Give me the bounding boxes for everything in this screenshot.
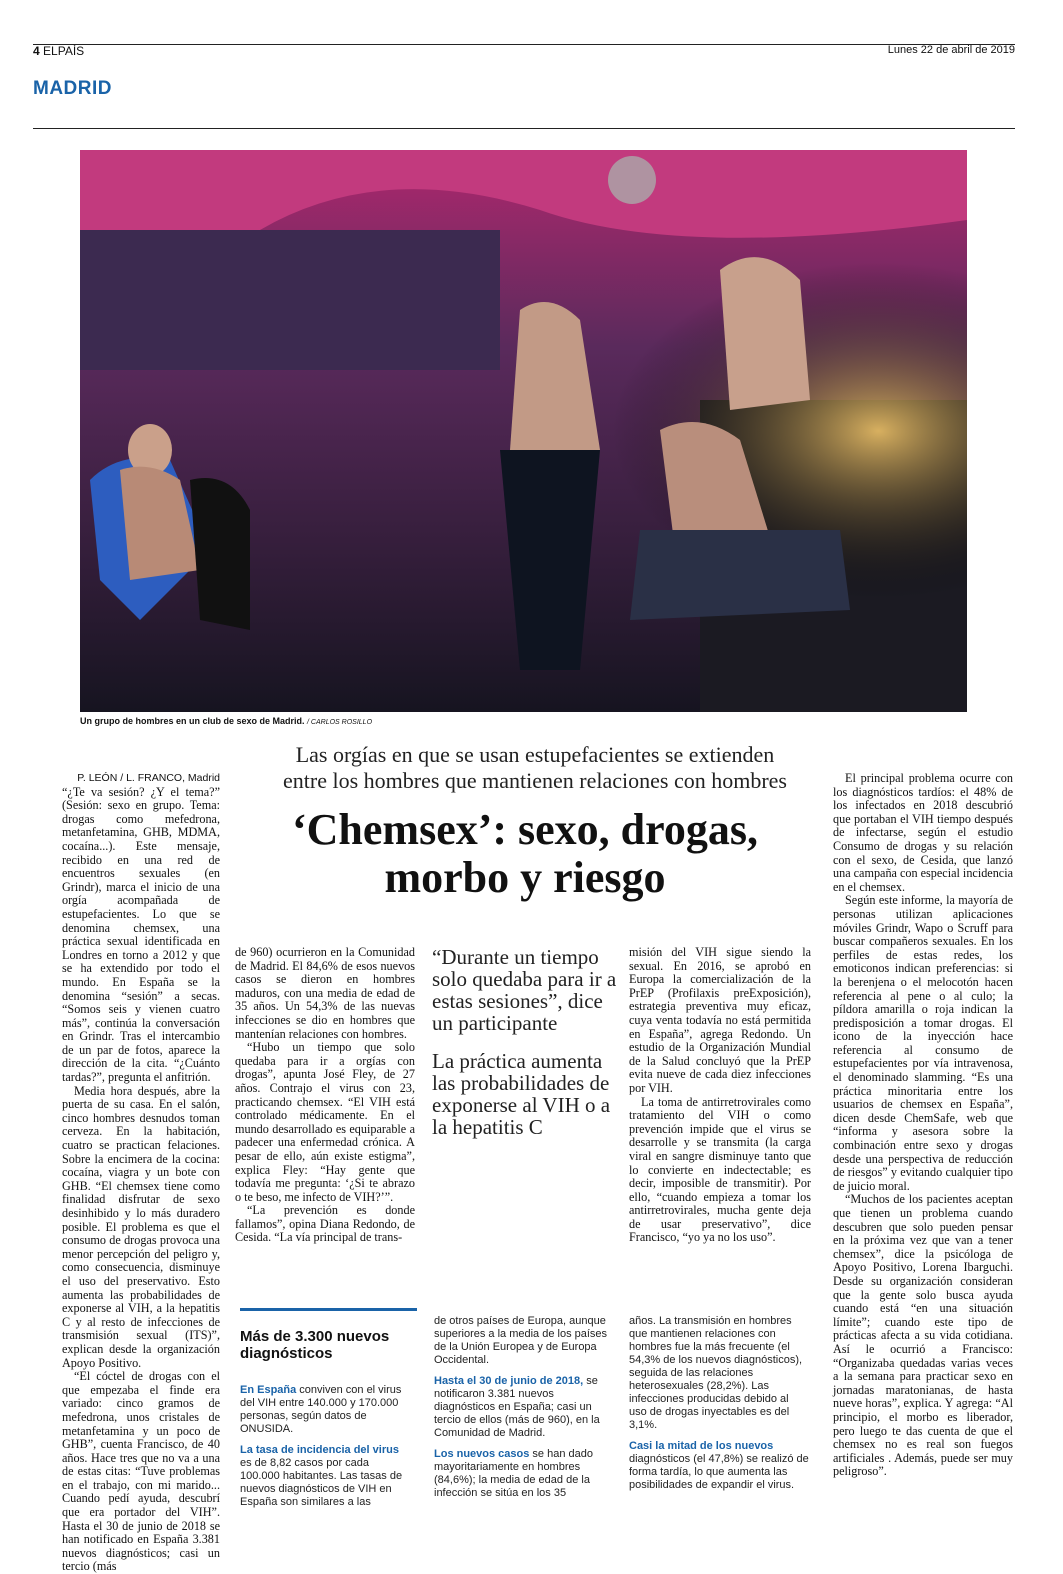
- byline: P. LEÓN / L. FRANCO, Madrid: [77, 772, 220, 784]
- deck-line: Las orgías en que se usan estupefacientes se extienden: [295, 742, 775, 767]
- factbox-column-2: [434, 1315, 609, 1508]
- article-column-2: [235, 946, 415, 1245]
- article-column-4: [629, 946, 811, 1245]
- page-number: 4 ELPAÍS: [33, 44, 85, 58]
- photo-caption: Un grupo de hombres en un club de sexo de Madrid. / CARLOS ROSILLO: [80, 716, 373, 726]
- paragraph: “Hubo un tiempo que solo quedaba para ir a orgías con drogas”, apunta José Fley, de 27 años. Contrajo el virus con 23, practicando chemsex. “El VIH está controlado médicamente. En el mundo desarrollado es equiparable a padecer una enfermedad crónica. A pesar de ello, aún existe estigma”, explica Fley: “Hay gente que todavía me pregunta: ‘¿Si te abrazo o te beso, me infecto de VIH?’”.: [235, 1040, 415, 1204]
- article-column-5: [833, 772, 1013, 1479]
- factbox-item: La tasa de incidencia del virus es de 8,82 casos por cada 100.000 habitantes. Las tasas de nuevos diagnósticos de VIH en España son similares a las: [240, 1444, 403, 1508]
- paragraph: “La prevención es donde fallamos”, opina Diana Redondo, de Cesida. “La vía principal de trans-: [235, 1203, 415, 1245]
- deck-line: entre los hombres que mantienen relaciones con hombres: [282, 768, 787, 793]
- article-column-1: [62, 772, 220, 1574]
- section-title: MADRID: [33, 78, 112, 99]
- photo-illustration: [80, 150, 967, 712]
- paragraph: El principal problema ocurre con los diagnósticos tardíos: el 48% de los infectados en 2018 descubrió que portaban el VIH tiempo después de infectarse, según el estudio Consumo de drogas y su relación con el sexo, de Cesida, que lanzó una campaña con especial incidencia en el chemsex.: [833, 771, 1014, 894]
- factbox-title: Más de 3.300 nuevos diagnósticos: [240, 1328, 390, 1362]
- factbox-item: Casi la mitad de los nuevos diagnósticos (el 47,8%) se realizó de forma tardía, lo que aumenta las posibilidades de expandir el virus.: [629, 1440, 809, 1491]
- factbox-item: En España conviven con el virus del VIH entre 140.000 y 170.000 personas, según datos de ONUSIDA.: [240, 1384, 402, 1435]
- pull-subhead: La práctica aumenta las probabilidades de exponerse al VIH o a la hepatitis C: [432, 1049, 611, 1139]
- photo-credit: / CARLOS ROSILLO: [307, 719, 373, 726]
- factbox-item: Hasta el 30 de junio de 2018, se notificaron 3.381 nuevos diagnósticos en España; casi un tercio de ellos (más de 960), en la Comunidad de Madrid.: [434, 1375, 600, 1439]
- paragraph: “El cóctel de drogas con el que empezaba el finde era variado: cinco gramos de mefedrona, unos cristales de metanfetamina y un poco de GHB”, cuenta Francisco, de 40 años. Hace tres que no va a una de estas citas: “Tuve problemas en el trabajo, con mi marido... Cuando pedí ayuda, descubrí que era portador del VIH”. Hasta el 30 de junio de 2018 se han notificado en España 3.381 nuevos diagnósticos; casi un tercio (más: [62, 1369, 220, 1574]
- header-rule: [33, 44, 1015, 45]
- factbox-column-3: [629, 1315, 809, 1500]
- paragraph: Media hora después, abre la puerta de su casa. En el salón, cinco hombres desnudos toman cerveza. En la habitación, cuatro se practican felaciones. Sobre la encimera de la cocina: cocaína, viagra y un bote con GHB. “El chemsex tiene como finalidad disfrutar de sexo desinhibido y lo más duradero posible. El problema es que el consumo de drogas provoca una menor percepción del peligro y, como consecuencia, disminuye el uso del preservativo. Esto aumenta las probabilidades de exponerse al VIH, a la hepatitis C y al resto de infecciones de transmisión sexual (ITS)”, explican desde la organización Apoyo Positivo.: [62, 1083, 220, 1370]
- factbox-item: de otros países de Europa, aunque superiores a la media de los países de la Unión Europea y de Europa Occidental.: [434, 1315, 608, 1366]
- article-deck: [240, 742, 830, 794]
- paragraph: Según este informe, la mayoría de personas utilizan aplicaciones móviles Grindr, Wapo o Scruff para buscar compañeros sexuales. En los perfiles de estas redes, los emoticonos indican preferencias: si la berenjena o el melocotón hacen referencia al pene o al culo; la píldora amarilla o roja indican la predisposición a tomar drogas. El icono de la inyección hace referencia al consumo de estupefacientes por vía intravenosa, el denominado slamming. “Es una práctica minoritaria entre los usuarios de chemsex en España”, dicen desde ChemSafe, web que “informa y asesora sobre la combinación entre sexo y drogas desde una perspectiva de reducción de riesgos” y evitando cualquier tipo de juicio moral.: [833, 893, 1013, 1193]
- paragraph: “¿Te va sesión? ¿Y el tema?” (Sesión: sexo en grupo. Tema: drogas como mefedrona, metanfetamina, GHB, MDMA, cocaína...). Este mensaje, recibido en una red de encuentros sexuales (en Grindr), marca el inicio de una orgía acompañada de estupefacientes. Lo que se denomina chemsex, una práctica sexual identificada en Londres en torno a 2012 y que se ha extendido por todo el mundo. En España se la denomina “sesión” a secas. “Somos seis y vienen cuatro más”, continúa la conversación en Grindr. Tras el intercambio de un par de fotos, aparece la dirección de la cita. “¿Cuánto tardas?”, pregunta el anfitrión.: [62, 784, 220, 1085]
- article-headline: [240, 806, 810, 902]
- factbox-item: Los nuevos casos se han dado mayoritariamente en hombres (84,6%); la media de edad de la infección se sitúa en los 35: [434, 1448, 593, 1499]
- issue-date: Lunes 22 de abril de 2019: [887, 44, 1015, 56]
- paragraph: de 960) ocurrieron en la Comunidad de Madrid. El 84,6% de esos nuevos casos se dieron en hombres maduros, con una media de edad de 35 años. Un 54,3% de las nuevas infecciones se dio en hombres que mantenían relaciones con hombres.: [235, 945, 415, 1041]
- pull-quote: “Durante un tiempo solo quedaba para ir a estas sesiones”, dice un participante: [432, 945, 617, 1035]
- factbox-rule: [240, 1308, 417, 1311]
- factbox-column-1: [240, 1384, 410, 1517]
- headline-line: ‘Chemsex’: sexo, drogas,: [291, 805, 759, 854]
- section-rule: [33, 128, 1015, 129]
- paragraph: misión del VIH sigue siendo la sexual. En 2016, se aprobó en Europa la comercialización de la PrEP (Profilaxis preExposición), estrategia preventiva muy eficaz, cuya venta todavía no está permitida en España”, agrega Redondo. Un estudio de la Organización Mundial de la Salud concluyó que la PrEP evita nueve de cada diez infecciones por VIH.: [629, 945, 811, 1095]
- paragraph: La toma de antirretrovirales como tratamiento del VIH o como prevención impide que el virus se desarrolle y se transmita (la carga viral en sangre disminuye tanto que lo convierte en indectectable; es decir, imposible de transmitir). Por ello, “cuando empieza a tomar los antirretrovirales, mucha gente deja de usar preservativo”, dice Francisco, “yo ya no los uso”.: [629, 1094, 811, 1245]
- article-photo: [80, 150, 967, 712]
- headline-line: morbo y riesgo: [384, 853, 666, 902]
- factbox-item: años. La transmisión en hombres que mantienen relaciones con hombres fue la más frecuente (el 54,3% de los nuevos diagnósticos), seguida de las relaciones heterosexuales (28,2%). Las infecciones producidas debido al uso de drogas inyectables es del 3,1%.: [629, 1315, 803, 1431]
- brand-logo: ELPAÍS: [43, 44, 85, 58]
- paragraph: “Muchos de los pacientes aceptan que tienen un problema cuando descubren que solo pueden pensar en la próxima vez que van a tener chemsex”, dice la psicóloga de Apoyo Positivo, Lorena Ibarguchi. Desde su organización consideran que la gente solo busca ayuda cuando está “en una situación límite”; cuando este tipo de prácticas afecta a su vida cotidiana. Así le ocurrió a Francisco: “Organizaba quedadas varias veces a la semana para practicar sexo en jornadas maratonianas, de hasta nueve horas”, explica. Y agrega: “Al principio, el morbo es liberador, pero luego te das cuenta de que el chemsex no es real son fuegos artificiales . Además, puede ser muy peligroso”.: [833, 1192, 1013, 1479]
